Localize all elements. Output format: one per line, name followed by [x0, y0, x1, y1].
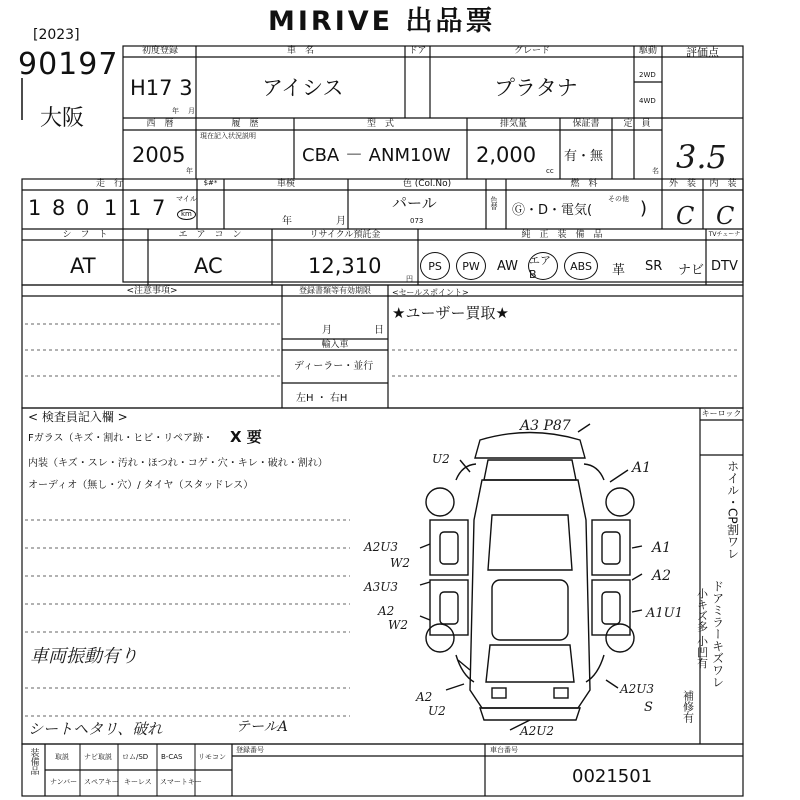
footer-item: ロム/SD — [122, 753, 149, 761]
frame-number: 0021501 — [572, 766, 653, 787]
right-front-door-shape — [592, 520, 630, 575]
drive-2wd: 2WD — [639, 71, 656, 79]
doc-expiry-month: 月 — [322, 325, 332, 336]
recycle-value: 12,310 — [308, 254, 382, 278]
rear-window-shape — [486, 645, 574, 682]
footer-box-label: 装備品 — [28, 748, 39, 775]
frame-number-label: 車台番号 — [490, 746, 518, 754]
fuel-value: Ⓖ・D・電気( — [512, 203, 593, 218]
doc-expiry-day: 日 — [374, 325, 384, 336]
side-note-mirror: ドアミラーキズワレ — [710, 580, 725, 688]
sheet-title: MIRIVE 出品票 — [268, 6, 496, 37]
handle-option: 左H ・ 右H — [296, 393, 348, 404]
footer-item: キーレス — [124, 778, 152, 786]
side-note-repair: 補修有 — [681, 690, 695, 723]
footer-item: ナビ取説 — [84, 753, 112, 761]
diagram-mark: A2U3 — [364, 540, 399, 554]
exterior-label: 外 装 — [668, 179, 696, 189]
equip-aw: AW — [497, 259, 519, 274]
handwritten-vibration: 車両振動有り — [30, 646, 138, 667]
car-body-shape — [470, 480, 590, 708]
dealer-option: ディーラー・並行 — [294, 361, 374, 372]
diagram-mark: A1U1 — [646, 606, 683, 621]
diagram-mark: U2 — [432, 452, 450, 466]
diagram-mark: A2 — [652, 568, 672, 584]
diagram-mark: W2 — [390, 556, 410, 570]
side-note-scratch: 小キズ多 小凹有 — [695, 588, 709, 669]
wheel-rear-left-shape — [426, 624, 454, 652]
shift-label: シ フ ト — [62, 230, 108, 240]
mileage-digit: 1 — [104, 196, 118, 220]
color-value: パール — [392, 194, 437, 212]
aircon-value: AC — [194, 254, 223, 278]
diagram-mark: A2 — [378, 604, 395, 618]
equip-ps: PS — [420, 252, 450, 280]
side-note-wheel: ホイル・CP割ワレ — [725, 460, 740, 560]
wheel-rear-right-shape — [606, 624, 634, 652]
wheel-front-right-shape — [606, 488, 634, 516]
inspector-title: < 検査員記入欄 > — [28, 410, 128, 424]
diagram-mark: W2 — [388, 618, 408, 632]
reg-label: 初度登録 — [141, 46, 178, 56]
mileage-digit: 1 — [28, 196, 42, 220]
import-label: 輸入車 — [321, 340, 349, 350]
rear-bumper-shape — [480, 708, 580, 720]
diagram-mark: A2 — [416, 690, 433, 704]
front-hood-shape — [484, 460, 576, 480]
roof-shape — [492, 580, 568, 640]
interior-line: 内装（キズ・スレ・汚れ・ほつれ・コゲ・穴・キレ・破れ・割れ） — [28, 458, 328, 469]
year-value: 2005 — [132, 143, 186, 167]
caution-label: <注意事項> — [126, 286, 178, 296]
audio-tire-line: オーディオ（無し・穴）/ タイヤ（スタッドレス） — [28, 480, 254, 491]
footer-item: スペアキー — [84, 778, 119, 786]
recycle-label: リサイクル預託金 — [309, 230, 381, 240]
equip-pw: PW — [456, 252, 486, 280]
grade-label: グレード — [513, 46, 550, 56]
exterior-grade: C — [676, 202, 695, 230]
diagram-mark: A1 — [652, 540, 672, 556]
reg-value: H17 3 — [130, 76, 193, 100]
grade-value: プラタナ — [494, 76, 578, 100]
aircon-label: エ ア コ ン — [178, 230, 242, 240]
door-label: ドア — [408, 46, 427, 56]
score-handwritten: 3.5 — [676, 138, 727, 176]
footer-item: ナンバー — [50, 778, 78, 786]
sales-point: ★ユーザー買取★ — [392, 304, 509, 322]
year-tag: [2023] — [33, 27, 80, 43]
year-label: 西 暦 — [146, 119, 174, 129]
history-label: 履 歴 — [231, 119, 259, 129]
inspection-year: 年 — [282, 216, 292, 227]
wheel-front-left-shape — [426, 488, 454, 516]
color-label: 色 (Col.No) — [402, 179, 452, 189]
equip-abs: ABS — [564, 252, 598, 280]
fuel-other: その他 — [608, 195, 629, 203]
drive-label: 駆動 — [638, 46, 657, 56]
history-note: 現在記入状況説明 — [200, 132, 256, 140]
shift-value: AT — [70, 254, 96, 278]
color-change: 色替 — [490, 196, 498, 210]
inspection-label: 車検 — [276, 179, 295, 189]
drive-4wd: 4WD — [639, 97, 656, 105]
footer-item: B-CAS — [161, 753, 183, 761]
footer-item: 取説 — [55, 753, 69, 761]
type-value: CBA － ANM10W — [302, 145, 451, 166]
mileage-digit: 8 — [52, 196, 66, 220]
doc-expiry-label: 登録書類等有効期限 — [299, 286, 371, 295]
diagram-mark: A1 — [632, 460, 652, 476]
warranty-label: 保証書 — [572, 119, 600, 129]
handwritten-tail: テールA — [236, 719, 288, 735]
registration-number-label: 登録番号 — [236, 746, 264, 754]
mileage-extra-label: $#* — [203, 179, 218, 187]
fuel-label: 燃 料 — [570, 179, 598, 189]
recycle-unit: 円 — [406, 275, 413, 283]
fuel-close: ) — [640, 198, 648, 219]
tv-value: DTV — [711, 259, 738, 274]
displacement-value: 2,000 — [476, 143, 537, 167]
color-number: 073 — [410, 217, 424, 225]
lot-number: 90197 — [18, 47, 119, 82]
front-bumper-shape — [475, 433, 585, 459]
capacity-label: 定 員 — [623, 119, 651, 129]
mileage-unit-km: km — [177, 209, 196, 220]
reg-year-unit: 年 — [172, 107, 179, 115]
diagram-mark: S — [644, 700, 653, 715]
mileage-digit: 0 — [76, 196, 90, 220]
equip-sunroof: SR — [645, 259, 663, 274]
equipment-label: 純 正 装 備 品 — [521, 230, 603, 240]
keylock-label: キーロック — [701, 409, 742, 418]
sales-point-label: <セールスポイント> — [392, 288, 469, 297]
diagram-mark: A3U3 — [364, 580, 399, 594]
score-label: 評価点 — [686, 46, 719, 59]
reg-month-unit: 月 — [188, 107, 195, 115]
windshield-shape — [488, 515, 572, 570]
equip-airbag: エアB — [528, 252, 558, 280]
interior-grade: C — [716, 202, 735, 230]
diagram-mark: A2U3 — [620, 682, 655, 696]
displacement-label: 排気量 — [499, 119, 527, 129]
inspection-month: 月 — [336, 216, 346, 227]
car-name: アイシス — [262, 76, 344, 100]
footer-item: スマートキー — [160, 778, 202, 786]
capacity-unit: 名 — [652, 167, 659, 175]
car-name-label: 車 名 — [286, 46, 314, 56]
mileage-unit-mile: マイル — [176, 195, 197, 203]
equip-navi: ナビ — [678, 263, 705, 278]
mileage-label: 走 行 — [95, 179, 123, 189]
year-unit: 年 — [186, 167, 193, 175]
left-front-door-shape — [430, 520, 468, 575]
handwritten-seat: シートヘタリ、破れ — [28, 720, 163, 738]
glass-line: Fガラス（キズ・割れ・ヒビ・リペア跡・ — [28, 433, 214, 444]
front-right-fender — [584, 464, 604, 480]
interior-label: 内 装 — [709, 179, 737, 189]
mileage-digit: 1 — [128, 196, 142, 220]
tv-label: TVチューナー — [708, 231, 741, 244]
diagram-mark: A2U2 — [520, 724, 555, 738]
footer-item: リモコン — [198, 753, 226, 761]
equip-leather: 革 — [612, 263, 626, 278]
mileage-digit: 7 — [152, 196, 166, 220]
glass-needed: X 要 — [230, 428, 262, 446]
venue-name: 大阪 — [40, 106, 85, 131]
diagram-mark: U2 — [428, 704, 446, 718]
warranty-value: 有・無 — [564, 149, 604, 164]
type-label: 型 式 — [366, 119, 394, 129]
displacement-unit: cc — [546, 167, 554, 175]
diagram-mark: A3 P87 — [520, 418, 571, 434]
